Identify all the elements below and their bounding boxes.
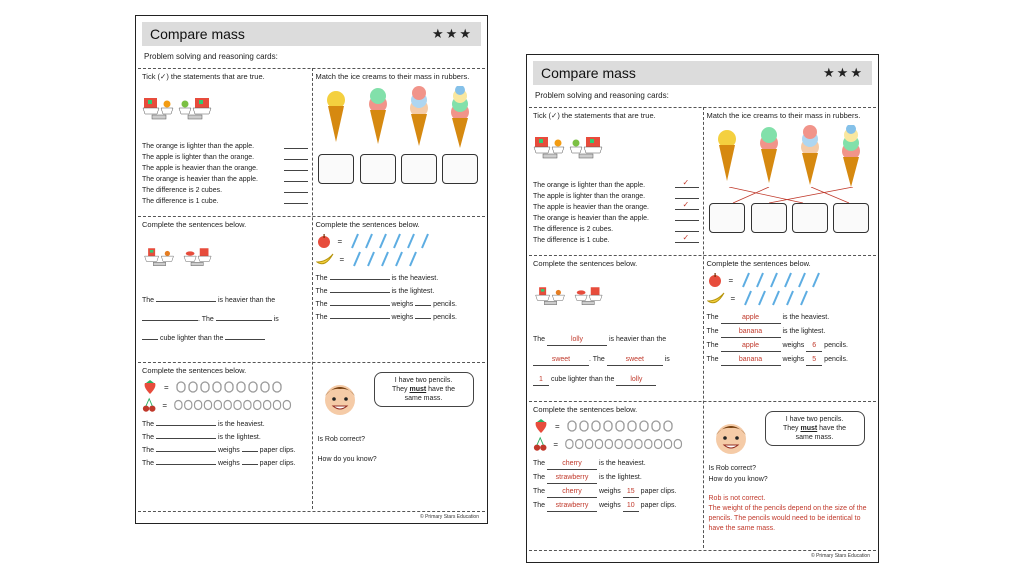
statement: The difference is 2 cubes. (142, 185, 308, 196)
ice-cream-icon (447, 86, 473, 148)
statement: The apple is heavier than the orange. (142, 163, 308, 174)
statement: The orange is heavier than the apple. (533, 213, 699, 224)
cherry-icon (142, 397, 156, 413)
answer: 5 (806, 354, 822, 366)
pencils-icon (739, 272, 839, 288)
question: How do you know? (708, 476, 768, 483)
statement: The apple is heavier than the orange. ✓ (533, 202, 699, 213)
answer: 10 (623, 500, 639, 512)
paper-clips-icon (566, 419, 696, 433)
card-grid (529, 107, 876, 548)
card-reasoning-rob (703, 401, 877, 550)
worksheet-answers (526, 54, 879, 563)
answer: lolly (616, 374, 656, 386)
statement: The difference is 1 cube. ✓ (533, 235, 699, 246)
worksheet-subtitle: Problem solving and reasoning cards: (144, 52, 278, 61)
statement: The orange is lighter than the apple. ✓ (533, 180, 699, 191)
card-title: Tick (✓) the statements that are true. (142, 72, 265, 81)
title-bar (533, 61, 872, 85)
answer: apple (721, 312, 781, 324)
banana-icon (316, 252, 334, 266)
answer-text: The weight of the pencils depend on the size of the pencils. The pencils would need to be identical to have the same mass. (708, 505, 867, 532)
rubber-box (709, 203, 745, 233)
ice-cream-icon (838, 125, 864, 187)
card-match-ice-creams (312, 68, 486, 216)
answer: sweet (607, 354, 663, 366)
statement: The difference is 2 cubes. (533, 224, 699, 235)
statement: The orange is lighter than the apple. (142, 141, 308, 152)
card-title: Complete the sentences below. (315, 220, 420, 229)
card-title: Complete the sentences below. (533, 259, 638, 268)
paper-clips-icon (173, 398, 307, 412)
boy-face-icon (711, 417, 751, 457)
answer: lolly (547, 334, 607, 346)
rubber-box (442, 154, 478, 184)
footer: © Primary Stars Education (420, 514, 479, 520)
rubber-box (833, 203, 869, 233)
tick-mark: ✓ (682, 233, 690, 242)
worksheet-blank (135, 15, 488, 524)
answer: cherry (547, 458, 597, 470)
card-title: Match the ice creams to their mass in rubbers. (315, 72, 470, 81)
rubber-box (751, 203, 787, 233)
card-title: Tick (✓) the statements that are true. (533, 111, 656, 120)
strawberry-icon (142, 379, 158, 395)
strawberry-icon (533, 418, 549, 434)
answer: 6 (806, 340, 822, 352)
card-title: Complete the sentences below. (142, 366, 247, 375)
banana-icon (707, 291, 725, 305)
pencils-icon (741, 290, 841, 306)
footer: © Primary Stars Education (811, 553, 870, 559)
question: Is Rob correct? (708, 465, 756, 472)
answer: banana (721, 326, 781, 338)
answer: strawberry (547, 500, 597, 512)
pencils-icon (350, 251, 450, 267)
card-complete-paper-clips: Complete the sentences below. = = The is the heaviest. The is the lightest. The weighs paper clips. The weighs paper clips. (138, 362, 312, 511)
statement: The difference is 1 cube. (142, 196, 308, 207)
balance-scales-icon (533, 124, 603, 172)
rubber-box (792, 203, 828, 233)
answer: banana (721, 354, 781, 366)
answer: 1 (533, 374, 549, 386)
answer: 15 (623, 486, 639, 498)
balance-scales-icon (533, 272, 603, 320)
card-tick-statements (529, 107, 703, 255)
speech-bubble: I have two pencils. They must have the same mass. (765, 411, 865, 446)
statement: The apple is lighter than the orange. (533, 191, 699, 202)
worksheet-title: Compare mass (541, 65, 636, 81)
card-title: Match the ice creams to their mass in rubbers. (706, 111, 861, 120)
rubber-box (318, 154, 354, 184)
apple-icon (707, 272, 723, 288)
pencils-icon (348, 233, 448, 249)
answer: apple (721, 340, 781, 352)
card-grid (138, 68, 485, 509)
question: Is Rob correct? (317, 436, 365, 443)
card-complete-pencils: Complete the sentences below. = = The is the heaviest. The is the lightest. The weighs pencils. The weighs pencils. (312, 216, 486, 362)
matching-lines (707, 187, 875, 203)
apple-icon (316, 233, 332, 249)
card-title: Complete the sentences below. (142, 220, 247, 229)
worksheet-subtitle: Problem solving and reasoning cards: (535, 91, 669, 100)
star-rating: ★★★ (432, 26, 473, 41)
worksheet-title: Compare mass (150, 26, 245, 42)
statement: The apple is lighter than the orange. (142, 152, 308, 163)
ice-cream-icon (323, 86, 349, 148)
title-bar (142, 22, 481, 46)
balance-scales-icon (142, 233, 212, 281)
answer: strawberry (547, 472, 597, 484)
card-complete-pencils: Complete the sentences below. = = The apple is the heaviest. The banana is the lightest. The apple weighs 6 pencils. The banana weighs 5 pencils. (703, 255, 877, 401)
ice-cream-icon (797, 125, 823, 187)
boy-face-icon (320, 378, 360, 418)
answer: cherry (547, 486, 597, 498)
ice-cream-icon (756, 125, 782, 187)
ice-cream-icon (714, 125, 740, 187)
paper-clips-icon (175, 380, 305, 394)
answer-text: Rob is not correct. (708, 495, 766, 502)
statement: The orange is heavier than the apple. (142, 174, 308, 185)
balance-scales-icon (142, 85, 212, 133)
speech-bubble: I have two pencils. They must have the same mass. (374, 372, 474, 407)
question: How do you know? (317, 456, 377, 463)
card-complete-scales: Complete the sentences below. The is heavier than the . The is cube lighter than the (138, 216, 312, 362)
card-complete-paper-clips: Complete the sentences below. = = The cherry is the heaviest. The strawberry is the lightest. The cherry weighs 15 paper clips. The strawberry weighs 10 paper clips. (529, 401, 703, 550)
tick-mark: ✓ (682, 178, 690, 187)
answer: sweet (533, 354, 589, 366)
card-tick-statements (138, 68, 312, 216)
rubber-box (401, 154, 437, 184)
tick-mark: ✓ (682, 200, 690, 209)
cherry-icon (533, 436, 547, 452)
ice-cream-icon (365, 86, 391, 148)
rubber-box (360, 154, 396, 184)
card-reasoning-rob (312, 362, 486, 511)
card-complete-scales: Complete the sentences below. The lolly is heavier than the sweet . The sweet is 1 cube lighter than the lolly (529, 255, 703, 401)
star-rating: ★★★ (823, 65, 864, 80)
card-title: Complete the sentences below. (533, 405, 638, 414)
ice-cream-icon (406, 86, 432, 148)
card-title: Complete the sentences below. (706, 259, 811, 268)
paper-clips-icon (564, 437, 698, 451)
card-match-ice-creams (703, 107, 877, 255)
